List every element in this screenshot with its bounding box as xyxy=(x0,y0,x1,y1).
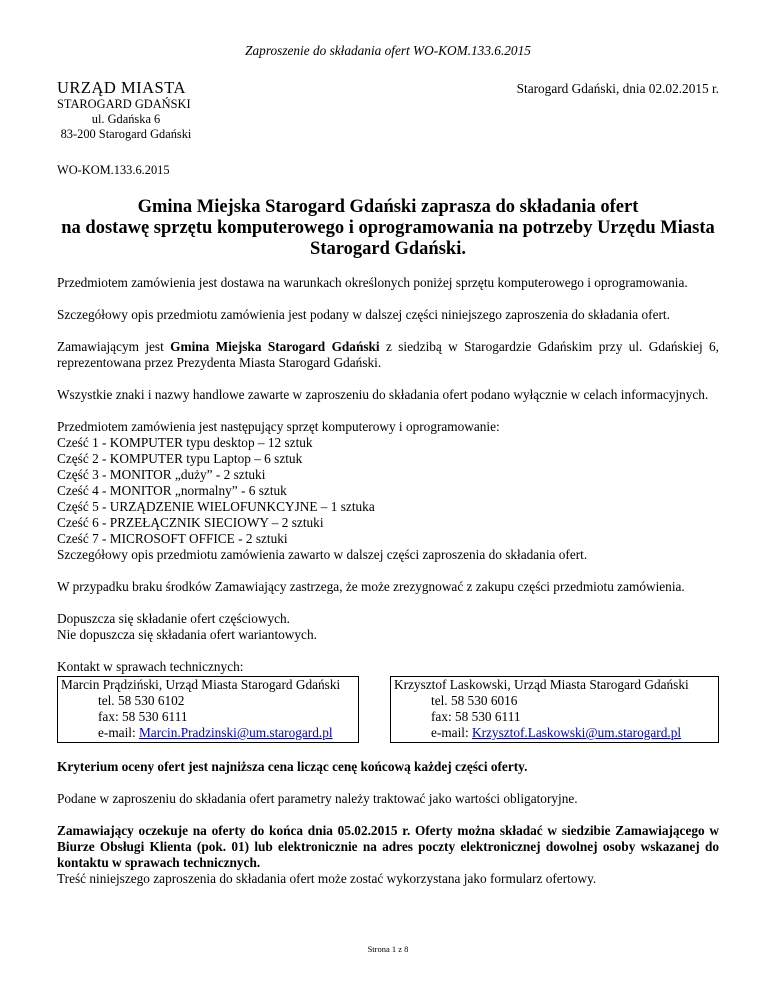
contact-fax: fax: 58 530 6111 xyxy=(98,709,188,724)
sender-address xyxy=(57,97,195,142)
paragraph-trademarks: Wszystkie znaki i nazwy handlowe zawarte w zaproszeniu do składania ofert podano wyłącznie w celach informacyjnych. xyxy=(57,387,709,402)
list-item: Cześć 4 - MONITOR „normalny” - 6 sztuk xyxy=(57,483,287,498)
sender-street: ul. Gdańska 6 xyxy=(91,112,161,126)
page-number: Strona 1 z 8 xyxy=(367,944,409,954)
criterion: Kryterium oceny ofert jest najniższa cena licząc cenę końcową każdej części oferty. xyxy=(57,759,528,774)
office-name: URZĄD MIASTA xyxy=(57,78,186,97)
contact-label: Kontakt w sprawach technicznych: xyxy=(57,659,244,674)
contact-name: Marcin Prądziński, Urząd Miasta Starogard Gdański xyxy=(61,677,341,692)
text: z siedzibą w Starogardzie Gdańskim przy ul. Gdańskiej 6, reprezentowana przez Prezydenta Miasta Starogard Gdański. xyxy=(57,339,719,370)
paragraph-funding: W przypadku braku środków Zamawiający zastrzega, że może zrezygnować z zakupu części przedmiotu zamówienia. xyxy=(57,579,685,594)
list-item: Część 5 - URZĄDZENIE WIELOFUNKCYJNE – 1 sztuka xyxy=(57,499,375,514)
place-date: Starogard Gdański, dnia 02.02.2015 r. xyxy=(516,81,719,96)
contact-tel: tel. 58 530 6102 xyxy=(98,693,185,708)
paragraph-contracting-authority xyxy=(57,339,719,371)
items-list xyxy=(57,419,719,563)
email-link[interactable]: Krzysztof.Laskowski@um.starogard.pl xyxy=(471,725,682,740)
list-intro: Przedmiotem zamówienia jest następujący sprzęt komputerowy i oprogramowanie: xyxy=(57,419,500,434)
contact-tel: tel. 58 530 6016 xyxy=(431,693,518,708)
title-line-3: Starogard Gdański. xyxy=(310,239,466,259)
title-line-1: Gmina Miejska Starogard Gdański zaprasza do składania ofert xyxy=(137,197,639,217)
sender-postal: 83-200 Starogard Gdański xyxy=(60,127,192,141)
contact-box-2 xyxy=(390,676,719,743)
email-label: e-mail: xyxy=(98,725,139,740)
list-item: Część 3 - MONITOR „duży” - 2 sztuki xyxy=(57,467,266,482)
list-item: Cześć 6 - PRZEŁĄCZNIK SIECIOWY – 2 sztuki xyxy=(57,515,324,530)
title-line-2: na dostawę sprzętu komputerowego i oprogramowania na potrzeby Urzędu Miasta xyxy=(61,218,715,238)
email-link[interactable]: Marcin.Pradzinski@um.starogard.pl xyxy=(138,725,333,740)
variant-offers: Nie dopuszcza się składania ofert wariantowych. xyxy=(57,627,317,642)
sender-block xyxy=(57,79,195,142)
running-header: Zaproszenie do składania ofert WO-KOM.133.6.2015 xyxy=(245,43,531,58)
partial-offers: Dopuszcza się składanie ofert częściowych. xyxy=(57,611,290,626)
contact-box-1 xyxy=(57,676,359,743)
paragraph-form: Treść niniejszego zaproszenia do składania ofert może zostać wykorzystana jako formularz ofertowy. xyxy=(57,871,597,886)
authority-name: Gmina Miejska Starogard Gdański xyxy=(170,339,380,354)
list-outro: Szczegółowy opis przedmiotu zamówienia zawarto w dalszej części zaproszenia do składania ofert. xyxy=(57,547,588,562)
sender-city: STAROGARD GDAŃSKI xyxy=(57,97,191,111)
document-page xyxy=(57,0,719,994)
reference-number: WO-KOM.133.6.2015 xyxy=(57,163,170,177)
contact-fax: fax: 58 530 6111 xyxy=(431,709,521,724)
contact-email-row xyxy=(394,725,718,741)
email-label: e-mail: xyxy=(431,725,472,740)
list-item: Cześć 1 - KOMPUTER typu desktop – 12 sztuk xyxy=(57,435,313,450)
contact-email-row xyxy=(61,725,358,741)
paragraph-subject: Przedmiotem zamówienia jest dostawa na warunkach określonych poniżej sprzętu komputerowego i oprogramowania. xyxy=(57,275,688,290)
letterhead-row xyxy=(57,79,719,142)
paragraph-parameters: Podane w zaproszeniu do składania ofert parametry należy traktować jako wartości obligatoryjne. xyxy=(57,791,578,806)
deadline: Zamawiający oczekuje na oferty do końca dnia 05.02.2015 r. Oferty można składać w siedzibie Zamawiającego w Biurze Obsługi Klienta (pok. 01) lub elektronicznie na adres poczty elektronicznej dowolnej osoby wskazanej do kontaktu w sprawach technicznych. xyxy=(57,823,719,870)
contacts-row xyxy=(57,676,719,743)
paragraph-partial-offers xyxy=(57,611,719,643)
contact-name: Krzysztof Laskowski, Urząd Miasta Starogard Gdański xyxy=(394,677,689,692)
document-title xyxy=(57,197,719,260)
list-item: Cześć 7 - MICROSOFT OFFICE - 2 sztuki xyxy=(57,531,288,546)
text: Zamawiającym jest xyxy=(57,339,171,354)
list-item: Część 2 - KOMPUTER typu Laptop – 6 sztuk xyxy=(57,451,303,466)
paragraph-description: Szczegółowy opis przedmiotu zamówienia jest podany w dalszej części niniejszego zaproszenia do składania ofert. xyxy=(57,307,670,322)
